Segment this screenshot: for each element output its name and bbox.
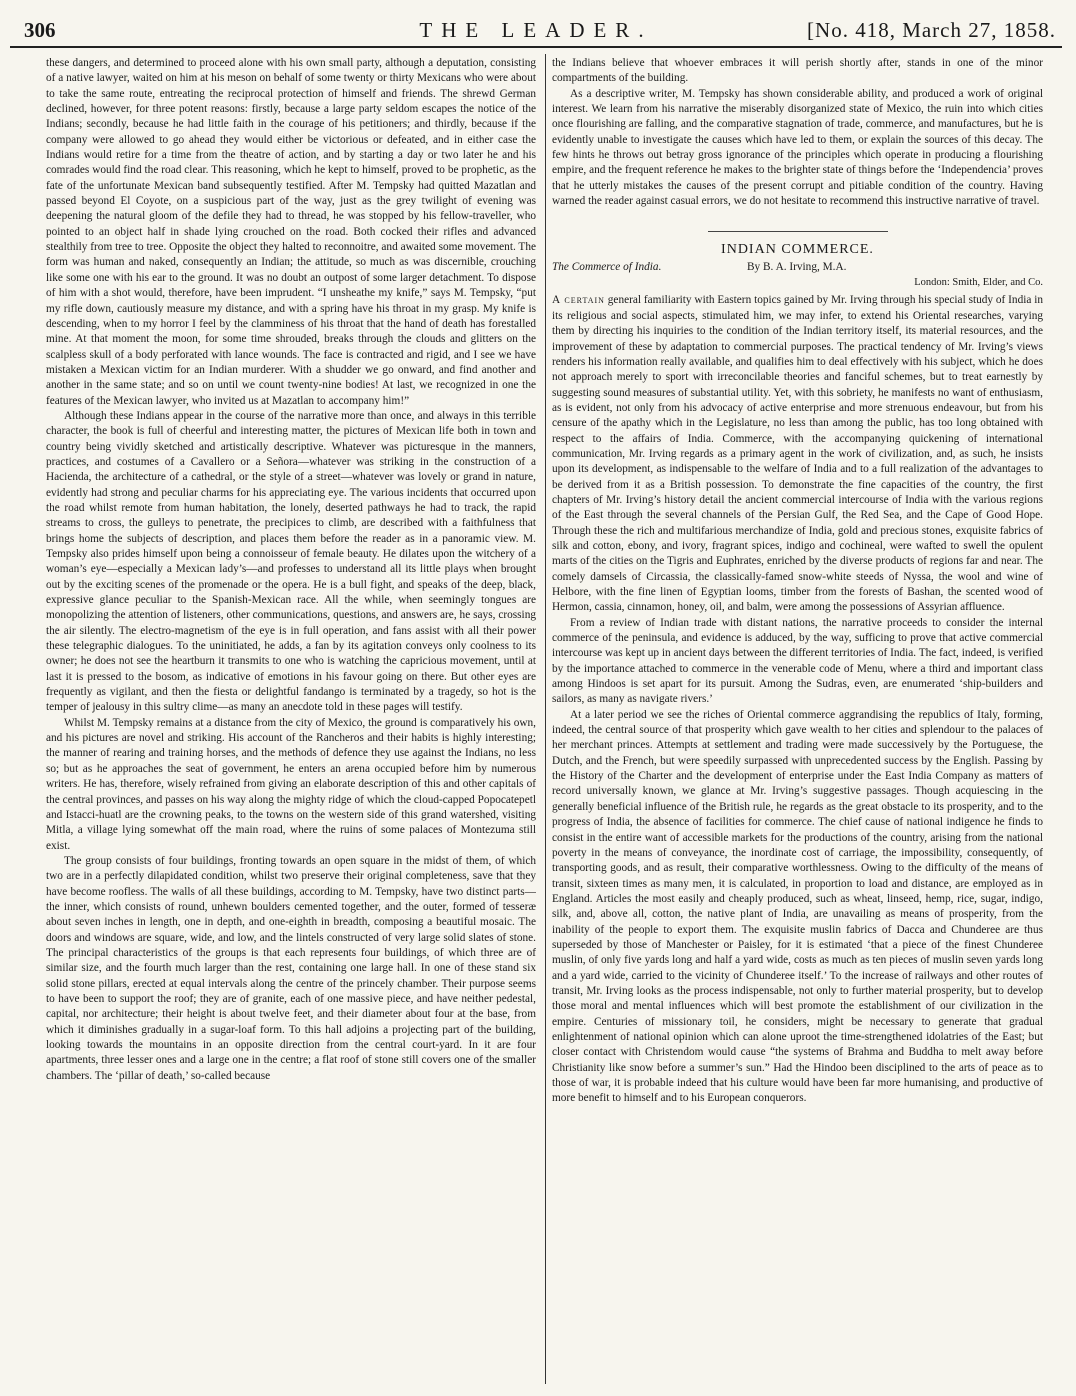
- book-author: By B. A. Irving, M.A.: [747, 260, 847, 273]
- article-paragraph: the Indians believe that whoever embraces it will perish shortly after, stands in one of the minor compartments of the building.: [552, 57, 1043, 85]
- column-divider: [545, 54, 546, 1384]
- left-column: [46, 56, 536, 1386]
- book-citation: [552, 260, 1043, 275]
- article-paragraph: Whilst M. Tempsky remains at a distance from the city of Mexico, the ground is comparatively his own, and his pictures are novel and striking. His account of the Rancheros and their habits is highly interesting; the manner of rearing and training horses, and the methods of defence they use against the Indians, no less so; but as he approaches the seat of government, he enters an arena occupied before him by numerous writers. He has, therefore, wisely refrained from giving an elaborate description of this and other capitals of the central provinces, and passes on his way along the mighty ridge of which the cloud-capped Popocatepetl and Istacci-huatl are the crowning peaks, to the towns on the western side of this grand watershed, visiting Mitla, a village lying somewhat off the main road, where the ruins of some palaces of Montezuma still exist.: [46, 716, 536, 852]
- article-paragraph: these dangers, and determined to proceed alone with his own small party, although a deputation, consisting of a native lawyer, waited on him at his meson on behalf of some twenty or thirty Mexicans who were about to take the same route, entreating the reciprocal protection of himself and friends. The shrewd German declined, however, for three potent reasons: firstly, because a large party seldom escapes the notice of the Indians; secondly, because he had little faith in the courage of his petitioners; and thirdly, because if the company were allowed to go ahead they would either be victorious or defeated, and in either case the Indians would retire for a time from the theatre of action, and by starting a day or two later he and his comrades would find the road clear. This reasoning, which he kept to himself, proved to be prophetic, as the fate of the unfortunate Mexican band subsequently testified. After M. Tempsky had quitted Mazatlan and passed beyond El Coyote, on a suspicious part of the way, just as the grey twilight of evening was deepening the natural gloom of the defile they had to thread, he was stopped by his fellow-traveller, who pointed to an object half in shade lying crouched on the road. Both cocked their rifles and advanced stealthily from tree to tree. Opposite the object they halted to reconnoitre, and awaited some movement. The form was human and naked, consequently an Indian; the attitude, so much as was discernible, crouching like some one with his ear to the ground. It was no doubt an outpost of some larger detachment. To dispose of him with a shot would, therefore, have been imprudent. “I unsheathe my knife,” says M. Tempsky, “put my rifle down, cautiously measure my distance, and with a spring have his throat in my grasp. My knife is descending, when to my horror I feel by the clamminess of his throat that the hand of death has forestalled mine. At that moment the moon, for some time shrouded, breaks through the clouds and glitters on the scalpless skull of a body perforated with lance wounds. The face is contracted and rigid, and I see we have mistaken a Mexican victim for an Indian murderer. With a shudder we go onward, and find another and another in the same state; and so on until we count twenty-nine bodies! At last, we recognized in one the features of the Mexican lawyer, who invited us at Mazatlan to accompany him!”: [46, 57, 536, 407]
- paragraph-text: general familiarity with Eastern topics gained by Mr. Irving through his special study of India in its religious and social aspects, stimulated him, we may infer, to extend his Oriental researches, varying them by directing his inquiries to the condition of the Indian territory itself, its material resources, and the improvement of these by adaptation to commercial purposes. The practical tendency of Mr. Irving’s views renders his information really available, and qualifies him to deal effectively with his subject, which he does not approach merely to sport with irreconcilable theories and fanciful schemes, but to treat earnestly by suggesting sound measures of substantial utility. Yet, with this sobriety, he manifests no want of enthusiasm, as is evident, not only from his advocacy of active enterprise and more strenuous endeavour, but from his censure of the apathy which in the Legislature, no less than among the public, has too long obtained with respect to the affairs of India. Commerce, with the accompanying quickening of international communication, Mr. Irving regards as a primary agent in the work of civilization, and, as such, he insists upon its development, as indispensable to the welfare of India and to a full realization of the advantages to be derived from it as a British possession. To demonstrate the fine capacities of the country, the first chapters of Mr. Irving’s history detail the ancient commercial intercourse of India with the various regions of the East through the several channels of the Persian Gulf, the Red Sea, and the Cape of Good Hope. Through these the rich and multifarious merchandize of India, gold and precious stones, exquisite fabrics of silk and cotton, ebony, and ivory, fragrant spices, indigo and cochineal, were wafted to swell the opulent marts of the cities on the Tigris and Euphrates, enriched by the diverse products of regions far and near. The comely damsels of Circassia, the classically-famed snow-white steeds of Nyssa, the wool and wine of Helbore, with the fine linen of Egyptian looms, timber from the forests of Bashan, the scented wood of Hermon, cassia, cinnamon, honey, oil, and balm, were among the possessions of Assyrian affluence.: [552, 294, 1043, 614]
- article-paragraph: From a review of Indian trade with distant nations, the narrative proceeds to consider the internal commerce of the peninsula, and evidence is adduced, by the way, sufficing to prove that active commercial intercourse was kept up in ancient days between the different territories of India. The fact, indeed, is verified by the importance attached to commerce in the venerable code of Menu, where a third and important class among Hindoos is set apart for its pursuit. Among the Sudras, even, are enumerated ‘ship-builders and sailors, as many as navigate rivers.’: [552, 616, 1043, 706]
- masthead: [10, 14, 1062, 48]
- newspaper-title: THE LEADER.: [419, 18, 653, 42]
- article-paragraph: [552, 293, 1043, 615]
- book-title: The Commerce of India.: [552, 260, 662, 273]
- article-paragraph: At a later period we see the riches of Oriental commerce aggrandising the republics of Italy, forming, indeed, the central source of that prosperity which gave wealth to her cities and splendour to the palaces of her merchant princes. Attempts at settlement and trading were made successively by the Portuguese, the Dutch, and the French, but were speedily surpassed with unprecedented success by the English. Passing by the History of the Charter and the development of enterprise under the East India Company as matters of record universally known, we glance at Mr. Irving’s suggestive passages. Though acquiescing in the generally beneficial influence of the British rule, he regards as the great obstacle to its prosperity, and to the progress of India, the absence of facilities for commerce. The chief cause of national indigence he finds to consist in the entire want of accessible markets for the productions of the country, arising from the national poverty in the means of conveyance, the inordinate cost of carriage, the impossibility, consequently, of transporting goods, and as result, their comparative worthlessness. Owing to the difficulty of the means of transit, sixteen times as many men, it is calculated, in proportion to load and distance, are employed as in England. Articles the most easily and cheaply produced, such as wheat, linseed, hemp, rice, sugar, indigo, silk, and, above all, cotton, the native plant of India, are unavailing as means of prosperity, from the inability of the people to export them. The exquisite muslin fabrics of Dacca and Chunderee are thus superseded by those of Manchester or Paisley, for it is estimated ‘that a piece of the finest Chunderee muslin, of only five yards long and half a yard wide, costs as much as ten pieces of muslin seven yards long and a yard wide, carried to the vicinity of Chunderee itself.’ To the increase of railways and other routes of transit, Mr. Irving looks as the process indispensable, not only to further material prosperity, but to develop those moral and mental influences which will best promote the establishment of our civilization in the empire. Centuries of missionary toil, he considers, might be necessary to generate that gradual enlightenment of national opinion which can alone uproot the time-strengthened idolatries of the East; but closer contact with Christendom would cause “the systems of Brahma and Buddha to melt away before Christianity like snow before a summer’s sun.” Had the Hindoo been disciplined to the arts of peace as to those of war, it is probable indeed that his culture would have been far more humanising, and productive of more benefit to himself and to his European conquerors.: [552, 708, 1043, 1105]
- page-number: 306: [24, 18, 56, 42]
- right-column: [552, 56, 1043, 1386]
- book-publisher: London: Smith, Elder, and Co.: [914, 277, 1043, 289]
- issue-info: [No. 418, March 27, 1858.: [807, 18, 1056, 42]
- section-separator: [708, 231, 888, 232]
- article-paragraph: The group consists of four buildings, fronting towards an open square in the midst of them, of which two are in a perfectly dilapidated condition, whilst two preserve their original completeness, save that they have become roofless. The walls of all these buildings, according to M. Tempsky, have two distinct parts—the inner, which consists of round, unhewn boulders cemented together, and the outer, formed of tesseræ about seven inches in length, one in depth, and one-eighth in breadth, composing a beautiful mosaic. The doors and windows are square, wide, and low, and the lintels constructed of very large solid slates of stone. The principal characteristics of the groups is that each represents four buildings, of which three are of similar size, and the fourth much larger than the rest, containing one large hall. In one of these stand six solid stone pillars, erected at equal intervals along the centre of the princely chamber. Their purpose seems to have been to support the roof; they are of granite, each of one massive piece, and have neither pedestal, capital, nor architecture; their height is about twelve feet, and their diameter about four at the base, from which it diminishes gradually in a sugar-loaf form. To this hall adjoins a projecting part of the building, looking towards the mountains in an opposite direction from the central court-yard. In it are four apartments, three lesser ones and a large one in the centre; a flat roof of stone still covers one of the smaller chambers. The ‘pillar of death,’ so-called because: [46, 854, 536, 1082]
- article-paragraph: Although these Indians appear in the course of the narrative more than once, and always in this terrible character, the book is full of cheerful and interesting matter, the pictures of Mexican life both in town and country being vividly sketched and artistically descriptive. Whatever was picturesque in the manners, practices, and costumes of a Cavallero or a Señora—whatever was striking in the construction of a Hacienda, the architecture of a cathedral, or the style of a street—whatever was lovely or grand in nature, evidently had strong and peculiar charms for his appreciating eye. The various incidents that occurred upon the road whilst remote from human habitation, the lonely, deserted pathways he had to track, the rapid streams to cross, the gulleys to penetrate, the precipices to climb, are described with a faithfulness that brings home the subjects of description, and places them before the reader as in a panoramic view. M. Tempsky also prides himself upon being a connoisseur of female beauty. He dilates upon the witchery of a woman’s eye—especially a Mexican lady’s—and professes to understand all its little plays when brought out by the exciting scenes of the promenade or the opera. He is a bull fight, and speaks of the deep, black, expressive glance peculiar to the Spanish-Mexican race. All the while, when seemingly tongues are monopolizing the attention of listeners, other communications, questions, and answers are, he says, crossing the air silently. The electro-magnetism of the eye is in full operation, and fans assist with all their power these telegraphic dialogues. To the uninitiated, he adds, a fan by its agitation conveys only coolness to its owner; he does not see the heartburn it transmits to one who is watching the capricious movement, until at last it is pressed to the bosom, as indicative of emotions in his favour going on there. But other eyes are frequently as vigilant, and then the fiesta or delightful fandango is terminated by a tragedy, so hot is the temper of jealousy in this sultry clime—as many an anecdote told in these pages will testify.: [46, 409, 536, 714]
- lead-word: A certain: [552, 294, 605, 307]
- article-paragraph: As a descriptive writer, M. Tempsky has shown considerable ability, and produced a work of original interest. We learn from his narrative the miserably disorganized state of Mexico, the ruin into which cities once flourishing are falling, and the comparative stagnation of trade, commerce, and manufactures, but he is evidently unable to investigate the causes which have led to them, or explain the sources of this decay. The few hints he throws out betray gross ignorance of the principles which operate in producing a flourishing empire, and the frequent reference he makes to the brighter state of things before the ‘Independencia’ proves that he utterly mistakes the causes of the present corrupt and pitiable condition of the country. Having warned the reader against casual errors, we do not hesitate to recommend this instructive narrative of travel.: [552, 87, 1043, 208]
- section-title: INDIAN COMMERCE.: [721, 242, 874, 258]
